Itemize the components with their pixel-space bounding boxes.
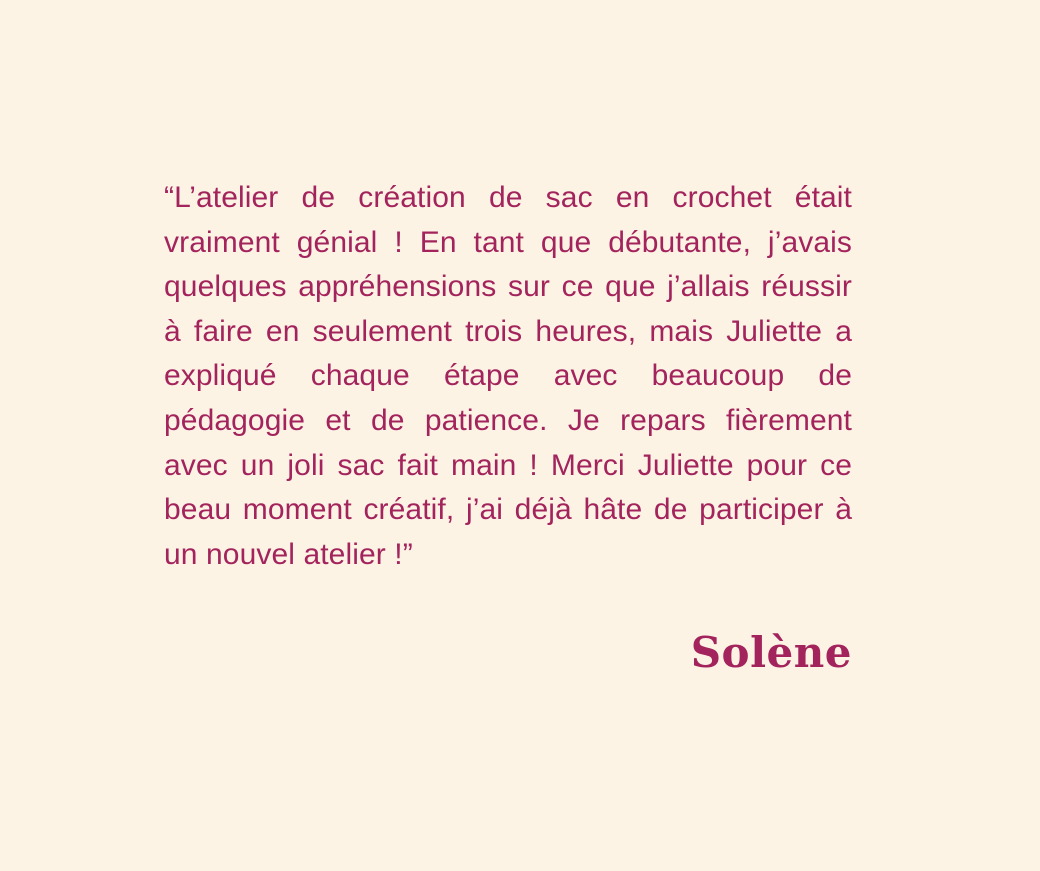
signature-row	[164, 630, 852, 676]
testimonial-author-signature: Solène	[690, 628, 852, 677]
quote-block	[164, 176, 852, 577]
testimonial-quote-text: “L’atelier de création de sac en crochet était vraiment génial ! En tant que débutante, j’avais quelques appréhensions sur ce que j’allais réussir à faire en seulement trois heures, mais Juliette a expliqué chaque étape avec beaucoup de pédagogie et de patience. Je repars fièrement avec un joli sac fait main ! Merci Juliette pour ce beau moment créatif, j’ai déjà hâte de participer à un nouvel atelier !”	[164, 181, 852, 571]
